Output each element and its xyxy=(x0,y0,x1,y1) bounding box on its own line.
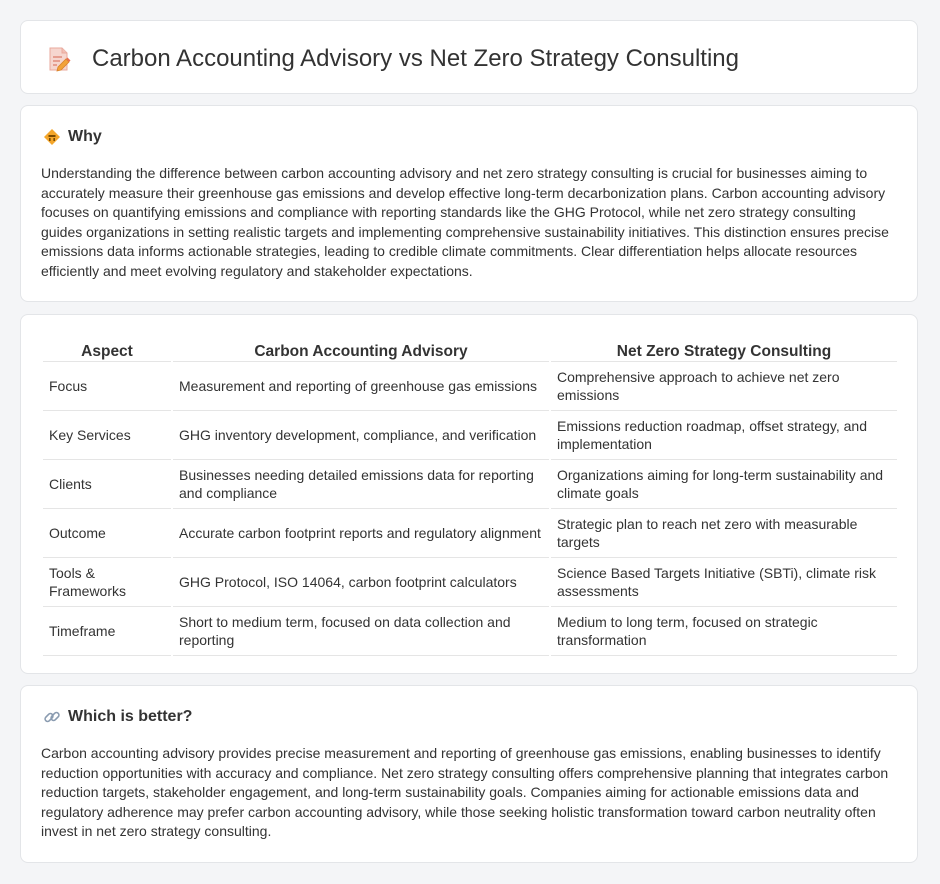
aspect-cell: Focus xyxy=(43,362,171,411)
link-icon xyxy=(43,708,61,726)
header-carbon-accounting: Carbon Accounting Advisory xyxy=(173,333,549,362)
better-title: Which is better? xyxy=(68,708,193,725)
table-row xyxy=(43,362,897,411)
net-zero-cell: Medium to long term, focused on strategic transformation xyxy=(551,607,897,656)
diamond-warning-icon xyxy=(43,128,61,146)
net-zero-cell: Comprehensive approach to achieve net zero emissions xyxy=(551,362,897,411)
net-zero-cell: Science Based Targets Initiative (SBTi), climate risk assessments xyxy=(551,558,897,607)
net-zero-cell: Emissions reduction roadmap, offset strategy, and implementation xyxy=(551,411,897,460)
table-row xyxy=(43,509,897,558)
comparison-table xyxy=(41,333,899,656)
table-header-row xyxy=(43,333,897,362)
carbon-accounting-cell: Businesses needing detailed emissions data for reporting and compliance xyxy=(173,460,549,509)
net-zero-cell: Organizations aiming for long-term sustainability and climate goals xyxy=(551,460,897,509)
aspect-cell: Clients xyxy=(43,460,171,509)
carbon-accounting-cell: Accurate carbon footprint reports and regulatory alignment xyxy=(173,509,549,558)
table-row xyxy=(43,411,897,460)
header-aspect: Aspect xyxy=(43,333,171,362)
aspect-cell: Key Services xyxy=(43,411,171,460)
aspect-cell: Tools & Frameworks xyxy=(43,558,171,607)
carbon-accounting-cell: Measurement and reporting of greenhouse gas emissions xyxy=(173,362,549,411)
carbon-accounting-cell: GHG inventory development, compliance, and verification xyxy=(173,411,549,460)
carbon-accounting-cell: GHG Protocol, ISO 14064, carbon footprint calculators xyxy=(173,558,549,607)
why-text: Understanding the difference between carbon accounting advisory and net zero strategy consulting is crucial for businesses aiming to accurately measure their greenhouse gas emissions and develop effective long-term decarbonization plans. Carbon accounting advisory focuses on quantifying emissions and compliance with reporting standards like the GHG Protocol, while net zero strategy consulting guides organizations in setting realistic targets and implementing comprehensive sustainability initiatives. This distinction ensures precise emissions data informs actionable strategies, leading to credible climate commitments. Clear differentiation helps allocate resources efficiently and meet evolving regulatory and stakeholder expectations. xyxy=(41,165,889,279)
title-card xyxy=(20,20,918,94)
table-row xyxy=(43,607,897,656)
which-is-better-section xyxy=(20,685,918,863)
better-text: Carbon accounting advisory provides precise measurement and reporting of greenhouse gas emissions, enabling businesses to identify reduction opportunities with accuracy and compliance. Net zero strategy consulting offers comprehensive planning that integrates carbon reduction targets, stakeholder engagement, and long-term sustainability goals. Companies aiming for actionable emissions data and regulatory adherence may prefer carbon accounting advisory, while those seeking holistic transformation toward carbon neutrality often invest in net zero strategy consulting. xyxy=(41,745,889,839)
why-title: Why xyxy=(68,128,102,145)
comparison-section xyxy=(20,314,918,674)
table-row xyxy=(43,558,897,607)
net-zero-cell: Strategic plan to reach net zero with measurable targets xyxy=(551,509,897,558)
page-title: Carbon Accounting Advisory vs Net Zero Strategy Consulting xyxy=(92,45,739,72)
why-heading xyxy=(43,126,102,148)
document-pencil-icon xyxy=(45,45,73,73)
aspect-cell: Timeframe xyxy=(43,607,171,656)
aspect-cell: Outcome xyxy=(43,509,171,558)
table-row xyxy=(43,460,897,509)
why-section xyxy=(20,105,918,302)
header-net-zero: Net Zero Strategy Consulting xyxy=(551,333,897,362)
better-heading xyxy=(43,706,192,728)
carbon-accounting-cell: Short to medium term, focused on data collection and reporting xyxy=(173,607,549,656)
